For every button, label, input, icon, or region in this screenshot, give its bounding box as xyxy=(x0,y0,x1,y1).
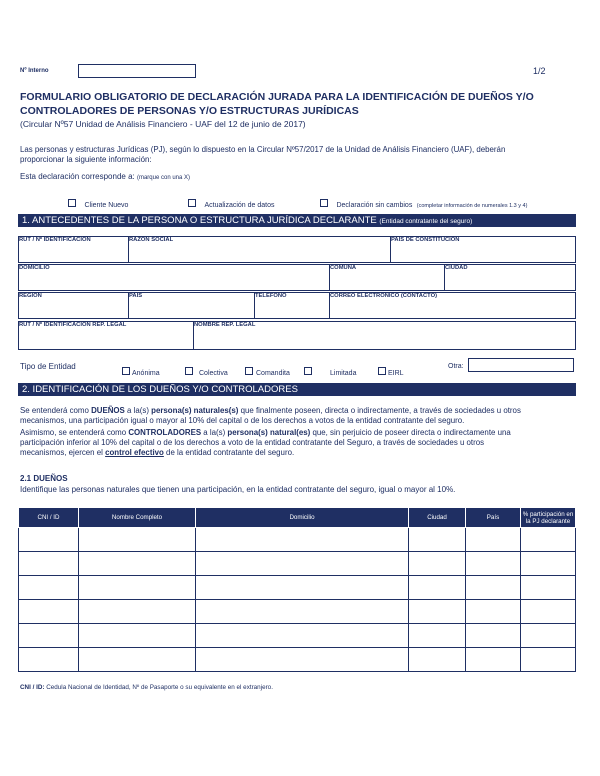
tipo-otra-input[interactable] xyxy=(468,358,574,372)
duenos-table xyxy=(18,507,576,672)
col-participacion: % participación en la PJ declarante xyxy=(521,508,576,528)
intro-line2: proporcionar la siguiente información: xyxy=(20,155,152,164)
section2-header: 2. IDENTIFICACIÓN DE LOS DUEÑOS Y/O CONTROLADORES xyxy=(18,383,576,396)
option-actualizacion[interactable]: Actualización de datos xyxy=(188,194,275,212)
option-cliente-nuevo[interactable]: Cliente Nuevo xyxy=(68,194,128,212)
duenos-subtitle: 2.1 DUEÑOS xyxy=(20,474,68,483)
field-telefono[interactable]: TELÉFONO xyxy=(255,293,330,319)
section1-grid-row4 xyxy=(18,321,576,350)
table-row xyxy=(19,648,576,672)
field-pais[interactable]: PAÍS xyxy=(129,293,255,319)
checkbox[interactable] xyxy=(68,199,76,207)
intro-line1: Las personas y estructuras Jurídicas (PJ), según lo dispuesto en la Circular Nº57/2017 de la Unidad de Análisis Financiero (UAF), deberán xyxy=(20,145,506,154)
field-razon-social[interactable]: RAZON SOCIAL xyxy=(129,237,391,263)
tipo-entidad-label: Tipo de Entidad xyxy=(20,362,76,371)
col-pais: País xyxy=(466,508,521,528)
checkbox[interactable] xyxy=(378,367,386,375)
field-ciudad[interactable]: CIUDAD xyxy=(445,265,576,291)
checkbox[interactable] xyxy=(188,199,196,207)
controladores-definition: Asimismo, se entenderá como CONTROLADORES a la(s) persona(s) natural(es) que, sin perjuicio de poseer directa o indirectamente una participación inferior al 10% del capital o de los derechos a voto de la entidad contratante del Seguro, a través de sociedades u otros mecanismos, ejercen el control efectivo de la entidad contratante del seguro. xyxy=(20,428,511,457)
form-title-line1: FORMULARIO OBLIGATORIO DE DECLARACIÓN JURADA PARA LA IDENTIFICACIÓN DE DUEÑOS Y/O xyxy=(20,91,534,103)
cni-footnote: CNI / ID: Cedula Nacional de Identidad, Nº de Pasaporte o su equivalente en el extranjero. xyxy=(20,684,273,691)
checkbox[interactable] xyxy=(320,199,328,207)
checkbox[interactable] xyxy=(245,367,253,375)
col-nombre: Nombre Completo xyxy=(79,508,196,528)
tipo-comandita[interactable]: Comandita xyxy=(245,362,290,380)
field-pais-constitucion[interactable]: PAIS DE CONSTITUCIÓN xyxy=(391,237,576,263)
table-row xyxy=(19,552,576,576)
tipo-anonima[interactable]: Anónima xyxy=(122,362,160,380)
table-row xyxy=(19,624,576,648)
form-title-line2: CONTROLADORES DE PERSONAS Y/O ESTRUCTURAS JURÍDICAS xyxy=(20,105,359,117)
tipo-otra-label: Otra: xyxy=(448,363,464,370)
table-row xyxy=(19,528,576,552)
field-rut[interactable]: RUT / Nº IDENTIFICACION xyxy=(19,237,129,263)
table-row xyxy=(19,576,576,600)
duenos-definition: Se entenderá como DUEÑOS a la(s) persona(s) naturales(s) que finalmente poseen, directa o indirectamente, a través de sociedades u otros mecanismos, una participación igual o mayor al 10% del capital o de los derechos a votos de la entidad contratante del seguro. xyxy=(20,406,521,425)
page-number: 1/2 xyxy=(533,66,546,76)
section1-header: 1. ANTECEDENTES DE LA PERSONA O ESTRUCTURA JURÍDICA DECLARANTE (Entidad contratante del seguro) xyxy=(18,214,576,227)
table-row xyxy=(19,600,576,624)
interno-label: Nº Interno xyxy=(20,68,49,74)
duenos-instructions: Identifique las personas naturales que tienen una participación, en la entidad contratante del seguro, igual o mayor al 10%. xyxy=(20,485,456,494)
col-cni: CNI / ID xyxy=(19,508,79,528)
field-domicilio[interactable]: DOMICILIO xyxy=(19,265,330,291)
tipo-colectiva[interactable]: Colectiva xyxy=(185,362,228,380)
col-domicilio: Domicilio xyxy=(196,508,409,528)
checkbox[interactable] xyxy=(122,367,130,375)
tipo-eirl[interactable]: EIRL xyxy=(378,362,404,380)
interno-input[interactable] xyxy=(78,64,196,78)
option-sin-cambios[interactable]: Declaración sin cambios (completar información de numerales 1.3 y 4) xyxy=(320,194,527,212)
checkbox[interactable] xyxy=(185,367,193,375)
checkbox[interactable] xyxy=(304,367,312,375)
field-correo[interactable]: CORREO ELECTRONICO (CONTACTO) xyxy=(330,293,576,319)
tipo-limitada[interactable]: Limitada xyxy=(304,362,356,380)
field-region[interactable]: REGIÓN xyxy=(19,293,129,319)
section1-grid xyxy=(18,236,576,263)
declaration-label: Esta declaración corresponde a: (marque con una X) xyxy=(20,172,190,181)
col-ciudad: Ciudad xyxy=(409,508,466,528)
section1-grid-row2 xyxy=(18,264,576,291)
section1-grid-row3 xyxy=(18,292,576,319)
field-comuna[interactable]: COMUNA xyxy=(330,265,445,291)
field-nombre-rep-legal[interactable]: NOMBRE REP. LEGAL xyxy=(194,322,576,350)
field-rut-rep-legal[interactable]: RUT / Nº IDENTIFICACION REP. LEGAL xyxy=(19,322,194,350)
circular-reference: (Circular Nº57 Unidad de Análisis Financiero - UAF del 12 de junio de 2017) xyxy=(20,119,306,129)
